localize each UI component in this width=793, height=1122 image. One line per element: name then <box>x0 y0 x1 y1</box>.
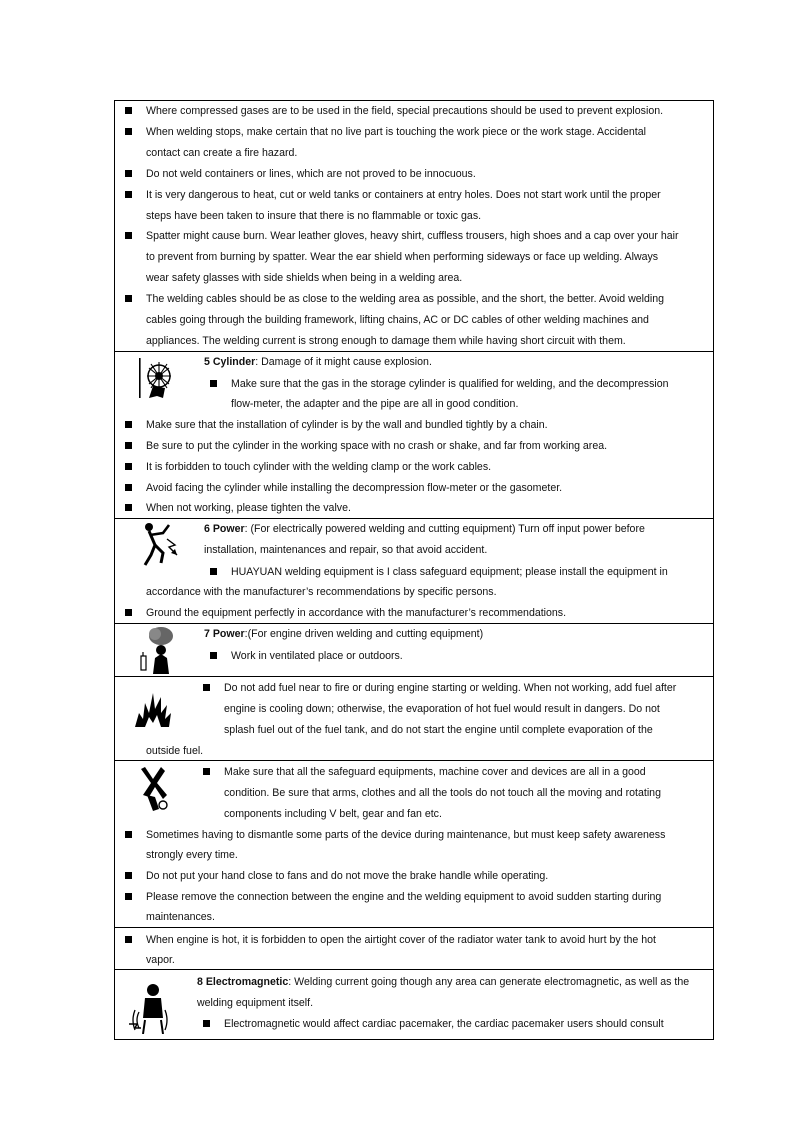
bullet-icon <box>203 768 210 775</box>
precaution-text: appliances. The welding current is strong enough to damage them while having short circuit with them. <box>146 335 626 347</box>
electromagnetic-heading <box>197 975 689 989</box>
radiator-text: When engine is hot, it is forbidden to open the airtight cover of the radiator water tank to avoid hurt by the hot <box>146 934 656 946</box>
bullet-icon <box>210 652 217 659</box>
power-heading-title: 6 Power <box>204 523 245 535</box>
moving-parts-text: maintenances. <box>146 911 215 923</box>
cylinder-section <box>115 352 713 519</box>
power-sub-text: accordance with the manufacturer’s recommendations by specific persons. <box>146 586 497 598</box>
precaution-text: cables going through the building framework, lifting chains, AC or DC cables of other welding machines and <box>146 314 649 326</box>
precaution-text: The welding cables should be as close to the welding area as possible, and the short, the better. Avoid welding <box>146 293 665 305</box>
radiator-section <box>115 928 713 970</box>
fuel-text: splash fuel out of the fuel tank, and do not start the engine until complete evaporation of the <box>224 724 653 736</box>
fuel-text: outside fuel. <box>146 745 204 757</box>
engine-power-heading-title: 7 Power <box>204 628 245 640</box>
power-sub-text: HUAYUAN welding equipment is I class safeguard equipment; please install the equipment in <box>231 566 668 578</box>
electromagnetic-heading-cont: welding equipment itself. <box>197 997 314 1009</box>
precaution-text: wear safety glasses with side shields when being in a welding area. <box>146 272 463 284</box>
cylinder-heading-title: 5 Cylinder <box>204 356 256 368</box>
precaution-text: steps have been taken to insure that there is no flammable or toxic gas. <box>146 210 482 222</box>
precaution-text: When welding stops, make certain that no live part is touching the work piece or the work stage. Accidental <box>146 126 646 138</box>
bullet-icon <box>125 191 132 198</box>
bullet-icon <box>125 463 132 470</box>
moving-parts-text: Please remove the connection between the engine and the welding equipment to avoid sudden starting during <box>146 891 662 903</box>
engine-power-heading <box>204 627 483 641</box>
precaution-text: to prevent from burning by spatter. Wear the ear shield when performing sideways or face up welding. Always <box>146 251 659 263</box>
general-precautions-section <box>115 101 713 352</box>
power-heading-cont: installation, maintenances and repair, so that avoid accident. <box>204 544 488 556</box>
bullet-icon <box>125 872 132 879</box>
bullet-icon <box>125 295 132 302</box>
bullet-icon <box>125 609 132 616</box>
bullet-icon <box>125 484 132 491</box>
moving-parts-text: Sometimes having to dismantle some parts of the device during maintenance, but must keep safety awareness <box>146 829 666 841</box>
cylinder-text: It is forbidden to touch cylinder with the welding clamp or the work cables. <box>146 461 492 473</box>
bullet-icon <box>125 107 132 114</box>
power-heading <box>204 522 645 536</box>
bullet-icon <box>125 170 132 177</box>
precaution-text: Do not weld containers or lines, which are not proved to be innocuous. <box>146 168 476 180</box>
bullet-icon <box>125 831 132 838</box>
fuel-text: Do not add fuel near to fire or during engine starting or welding. When not working, add fuel after <box>224 682 677 694</box>
power-heading-text: : (For electrically powered welding and cutting equipment) Turn off input power before <box>244 523 645 535</box>
bullet-icon <box>125 893 132 900</box>
bullet-icon <box>125 504 132 511</box>
electromagnetic-section <box>115 970 713 1041</box>
cylinder-sub-text: flow-meter, the adapter and the pipe are all in good condition. <box>231 398 519 410</box>
electromagnetic-heading-title: 8 Electromagnetic <box>197 976 289 988</box>
moving-parts-icon <box>137 765 171 813</box>
bullet-icon <box>210 568 217 575</box>
precaution-text: Spatter might cause burn. Wear leather gloves, heavy shirt, cuffless trousers, high shoes and a cap over your hair <box>146 230 679 242</box>
power-section <box>115 519 713 624</box>
moving-parts-sub-text: condition. Be sure that arms, clothes and all the tools do not touch all the moving and rotating <box>224 787 661 799</box>
moving-parts-section <box>115 761 713 928</box>
electromagnetic-heading-text: : Welding current going though any area can generate electromagnetic, as well as the <box>288 976 690 988</box>
fuel-section <box>115 677 713 761</box>
moving-parts-sub-text: components including V belt, gear and fan etc. <box>224 808 442 820</box>
bullet-icon <box>203 1020 210 1027</box>
exhaust-fumes-icon <box>139 626 179 674</box>
power-text: Ground the equipment perfectly in accordance with the manufacturer’s recommendations. <box>146 607 567 619</box>
cylinder-explosion-icon <box>135 356 175 400</box>
precaution-text: It is very dangerous to heat, cut or weld tanks or containers at entry holes. Does not start work until the proper <box>146 189 661 201</box>
electromagnetic-field-icon <box>127 980 171 1034</box>
bullet-icon <box>125 421 132 428</box>
cylinder-heading-text: : Damage of it might cause explosion. <box>255 356 432 368</box>
fire-hazard-icon <box>133 683 173 729</box>
precaution-text: contact can create a fire hazard. <box>146 147 298 159</box>
bullet-icon <box>125 232 132 239</box>
engine-power-heading-text: :(For engine driven welding and cutting equipment) <box>244 628 484 640</box>
cylinder-text: Make sure that the installation of cylinder is by the wall and bundled tightly by a chain. <box>146 419 548 431</box>
fuel-text: engine is cooling down; otherwise, the evaporation of hot fuel would result in dangers. Do not <box>224 703 660 715</box>
engine-power-section <box>115 624 713 677</box>
precaution-text: Where compressed gases are to be used in the field, special precautions should be used to prevent explosion. <box>146 105 664 117</box>
moving-parts-text: strongly every time. <box>146 849 238 861</box>
cylinder-text: When not working, please tighten the valve. <box>146 502 351 514</box>
bullet-icon <box>125 936 132 943</box>
cylinder-text: Avoid facing the cylinder while installing the decompression flow-meter or the gasometer. <box>146 482 563 494</box>
electromagnetic-sub-text: Electromagnetic would affect cardiac pacemaker, the cardiac pacemaker users should consult <box>224 1018 664 1030</box>
engine-power-sub-text: Work in ventilated place or outdoors. <box>231 650 403 662</box>
cylinder-heading <box>204 355 432 369</box>
bullet-icon <box>125 128 132 135</box>
electric-shock-icon <box>137 521 179 567</box>
radiator-text: vapor. <box>146 954 175 966</box>
bullet-icon <box>125 442 132 449</box>
cylinder-sub-text: Make sure that the gas in the storage cylinder is qualified for welding, and the decompression <box>231 378 669 390</box>
bullet-icon <box>203 684 210 691</box>
cylinder-text: Be sure to put the cylinder in the working space with no crash or shake, and far from working area. <box>146 440 608 452</box>
moving-parts-sub-text: Make sure that all the safeguard equipments, machine cover and devices are all in a good <box>224 766 646 778</box>
bullet-icon <box>210 380 217 387</box>
safety-instructions-table <box>114 100 714 1040</box>
moving-parts-text: Do not put your hand close to fans and do not move the brake handle while operating. <box>146 870 549 882</box>
